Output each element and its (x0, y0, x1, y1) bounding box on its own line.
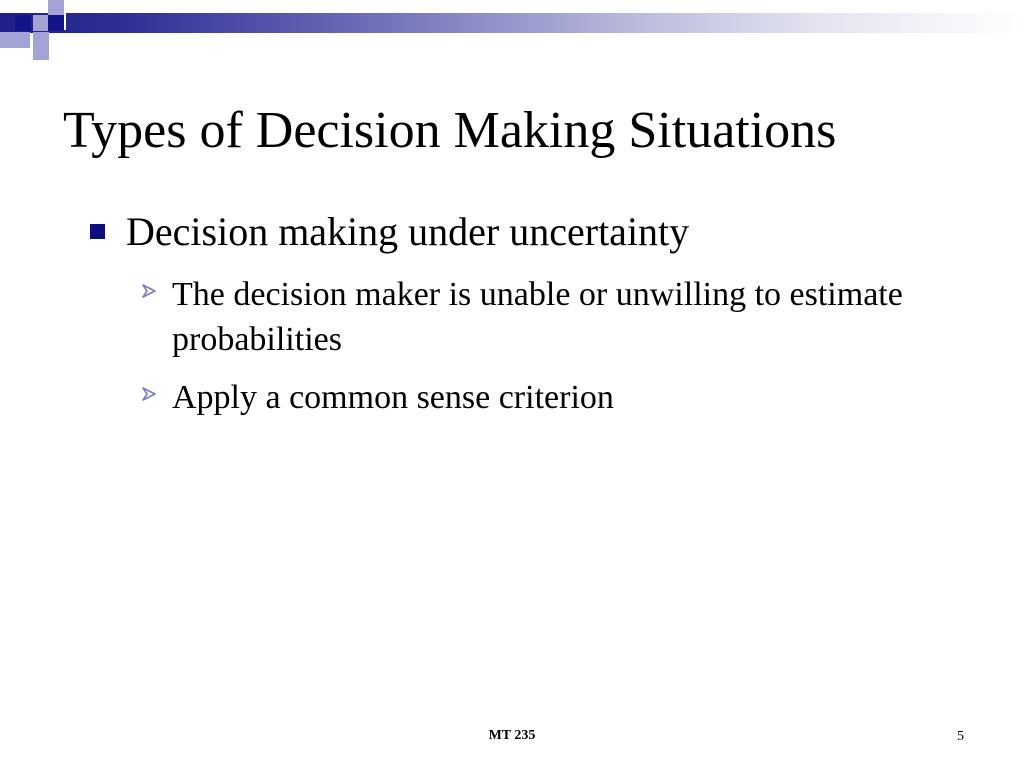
decor-square-light (48, 0, 64, 16)
decor-square-light (33, 48, 49, 60)
slide-number: 5 (957, 729, 964, 744)
slide-title: Types of Decision Making Situations (63, 102, 837, 159)
decor-square-light (0, 32, 16, 48)
arrowhead-bullet-icon (140, 385, 158, 403)
sub-bullet-text: The decision maker is unable or unwilling to estimate probabilities (172, 276, 903, 358)
decor-square-dark (48, 15, 64, 31)
square-bullet-icon (90, 224, 105, 239)
decor-square-light (33, 32, 49, 48)
decor-square-dark (15, 15, 31, 31)
sub-bullet-text: Apply a common sense criterion (172, 379, 614, 416)
footer-course-label: MT 235 (488, 728, 536, 743)
decor-square-light (33, 15, 49, 31)
header-gradient-band (0, 13, 1024, 33)
arrowhead-bullet-icon (140, 282, 158, 300)
bullet-text: Decision making under uncertainty (126, 209, 690, 254)
decor-square-light (16, 32, 30, 48)
